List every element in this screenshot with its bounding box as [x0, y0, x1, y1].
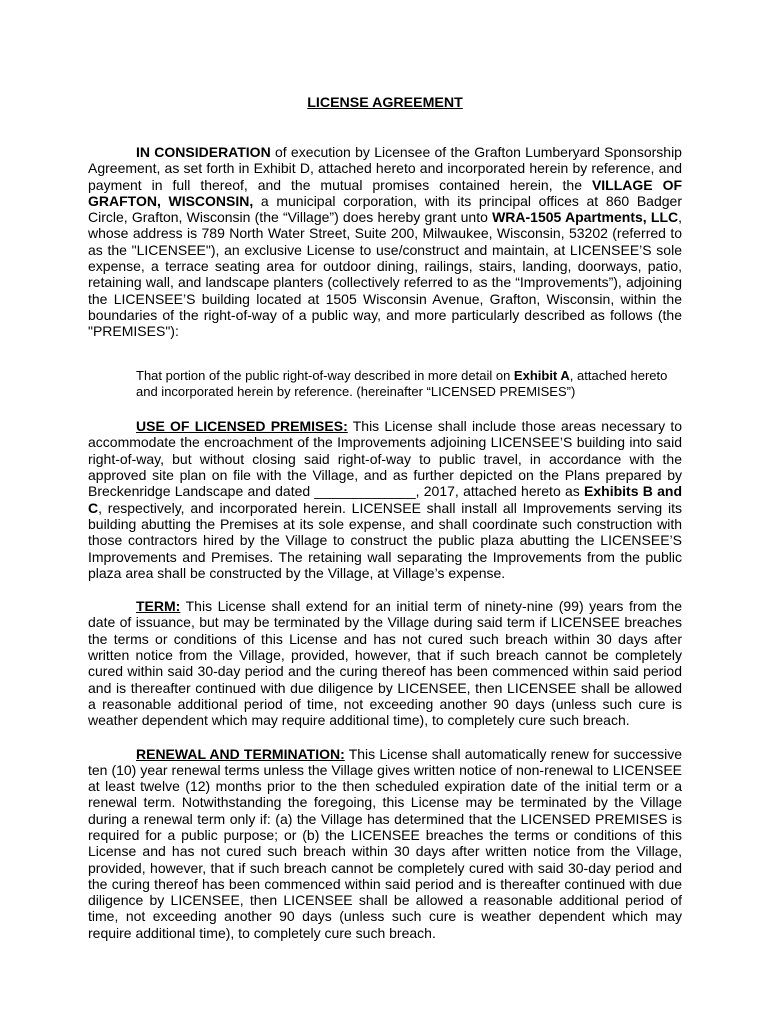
term-heading: TERM: [136, 598, 181, 615]
intro-party-village: VILLAGE OF GRAFTON, WISCONSIN, [88, 176, 683, 209]
term-text: This License shall extend for an initial term of ninety-nine (99) years from the date of issuance, but may be terminated by the Village during said term if LICENSEE breaches the terms or conditions of this License and has not cured such breach within 30 days after written notice from the Village, provided, however, that if such breach cannot be completely cured within said 30-day period and the curing thereof has been commenced within said period and is thereafter continued with due diligence by LICENSEE, then LICENSEE shall be allowed a reasonable additional period of time, not exceeding another 90 days (unless such cure is weather dependent which may require additional time), to completely cure such breach. [88, 598, 682, 729]
renewal-section [88, 746, 682, 942]
use-heading: USE OF LICENSED PREMISES: [136, 418, 348, 435]
intro-lead: IN CONSIDERATION [136, 144, 271, 160]
renewal-heading: RENEWAL AND TERMINATION: [136, 745, 345, 762]
use-section [88, 418, 682, 581]
intro-paragraph [88, 144, 682, 340]
intro-text-2: a municipal corporation, with its principal offices at 860 Badger Circle, Grafton, Wisconsin (the “Village”) does hereby grant unto [88, 192, 682, 226]
document-title: LICENSE AGREEMENT [307, 95, 463, 111]
intro-party-licensee: WRA-1505 Apartments, LLC [492, 209, 679, 226]
term-section [88, 598, 682, 728]
intro-text-3: , whose address is 789 North Water Street, Suite 200, Milwaukee, Wisconsin, 53202 (referred to as the "LICENSEE"), an exclusive License to use/construct and maintain, at LICENSEE’S sole expense, a terrace seating area for outdoor dining, railings, stairs, landing, doorways, patio, retaining wall, and landscape planters (collectively referred to as the “Improvements”), adjoining the LICENSEE’S building located at 1505 Wisconsin Avenue, Grafton, Wisconsin, within the boundaries of the right-of-way of a public way, and more particularly described as follows (the "PREMISES"): [88, 209, 682, 340]
premises-text-1: That portion of the public right-of-way described in more detail on [136, 367, 514, 383]
premises-description [136, 368, 682, 401]
use-text-2: , respectively, and incorporated herein. LICENSEE shall install all Improvements serving its building abutting the Premises at its sole expense, and shall coordinate such construction with those contractors hired by the Village to construct the public plaza abutting the LICENSEE’S Improvements and Premises. The retaining wall separating the Improvements from the public plaza area shall be constructed by the Village, at Village’s expense. [88, 499, 682, 581]
intro-text-1: of execution by Licensee of the Grafton Lumberyard Sponsorship Agreement, as set forth in Exhibit D, attached hereto and incorporated herein by reference, and payment in full thereof, and the mutual promises contained herein, the [88, 144, 682, 193]
use-text-1: This License shall include those areas necessary to accommodate the encroachment of the Improvements adjoining LICENSEE’S building into said right-of-way, but without closing said right-of-way to public travel, in accordance with the approved site plan on file with the Village, and as further depicted on the Plans prepared by Breckenridge Landscape and dated _____________, 2017, attached hereto as [88, 418, 682, 500]
premises-text-2: , attached hereto and incorporated herein by reference. (hereinafter “LICENSED PREMISES”) [136, 367, 668, 399]
renewal-text: This License shall automatically renew for successive ten (10) year renewal terms unless the Village gives written notice of non-renewal to LICENSEE at least twelve (12) months prior to the then scheduled expiration date of the initial term or a renewal term. Notwithstanding the foregoing, this License may be terminated by the Village during a renewal term only if: (a) the Village has determined that the LICENSED PREMISES is required for a public purpose; or (b) the LICENSEE breaches the terms or conditions of this License and has not cured such breach within 30 days after written notice from the Village, provided, however, that if such breach cannot be completely cured with said 30-day period and the curing thereof has been commenced within said period and is thereafter continued with due diligence by LICENSEE, then LICENSEE shall be allowed a reasonable additional period of time, not exceeding another 90 days (unless such cure is weather dependent which may require additional time), to completely cure such breach. [88, 745, 682, 941]
use-exhibits: Exhibits B and C [88, 483, 682, 516]
premises-exhibit: Exhibit A [513, 367, 570, 383]
